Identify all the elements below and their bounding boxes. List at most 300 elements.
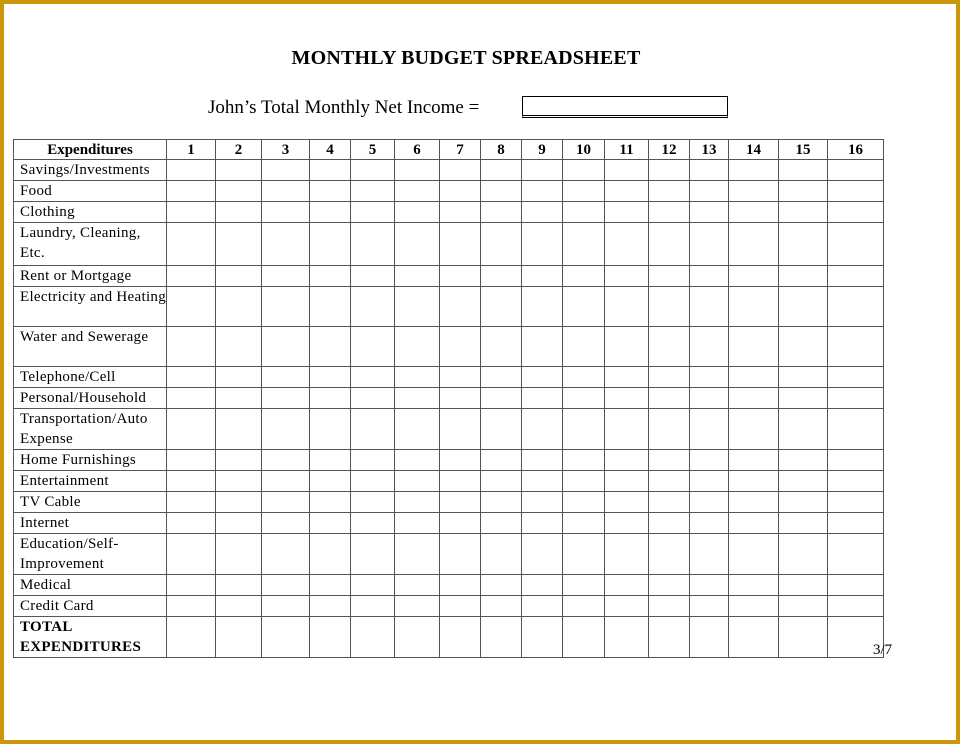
- budget-cell[interactable]: [481, 596, 522, 617]
- budget-cell[interactable]: [310, 409, 351, 450]
- budget-cell[interactable]: [216, 471, 262, 492]
- budget-cell[interactable]: [167, 160, 216, 181]
- budget-cell[interactable]: [563, 287, 605, 327]
- budget-cell[interactable]: [522, 388, 563, 409]
- budget-cell[interactable]: [310, 492, 351, 513]
- budget-cell[interactable]: [351, 202, 395, 223]
- budget-cell[interactable]: [167, 181, 216, 202]
- budget-cell[interactable]: [563, 492, 605, 513]
- budget-cell[interactable]: [440, 450, 481, 471]
- budget-cell[interactable]: [605, 513, 649, 534]
- budget-cell[interactable]: [563, 202, 605, 223]
- budget-cell[interactable]: [262, 367, 310, 388]
- budget-cell[interactable]: [690, 513, 729, 534]
- budget-cell[interactable]: [690, 223, 729, 266]
- budget-cell[interactable]: [649, 513, 690, 534]
- row-label: Electricity and Heating: [14, 287, 167, 327]
- budget-cell[interactable]: [828, 287, 884, 327]
- budget-cell[interactable]: [262, 160, 310, 181]
- budget-cell[interactable]: [351, 513, 395, 534]
- budget-cell[interactable]: [216, 367, 262, 388]
- budget-cell[interactable]: [262, 327, 310, 367]
- budget-cell[interactable]: [729, 327, 779, 367]
- budget-cell[interactable]: [690, 534, 729, 575]
- budget-cell[interactable]: [779, 450, 828, 471]
- budget-cell[interactable]: [779, 181, 828, 202]
- budget-cell[interactable]: [779, 287, 828, 327]
- budget-cell[interactable]: [481, 575, 522, 596]
- budget-cell[interactable]: [563, 575, 605, 596]
- budget-cell[interactable]: [262, 287, 310, 327]
- budget-cell[interactable]: [216, 492, 262, 513]
- budget-cell[interactable]: [729, 575, 779, 596]
- budget-cell[interactable]: [216, 223, 262, 266]
- budget-cell[interactable]: [440, 266, 481, 287]
- budget-cell[interactable]: [310, 327, 351, 367]
- budget-cell[interactable]: [522, 534, 563, 575]
- budget-cell[interactable]: [605, 388, 649, 409]
- budget-cell[interactable]: [563, 513, 605, 534]
- budget-cell[interactable]: [167, 367, 216, 388]
- budget-cell[interactable]: [605, 596, 649, 617]
- budget-cell[interactable]: [649, 202, 690, 223]
- budget-cell[interactable]: [605, 575, 649, 596]
- table-row: [14, 450, 884, 471]
- budget-cell[interactable]: [828, 160, 884, 181]
- budget-cell[interactable]: [779, 534, 828, 575]
- budget-cell[interactable]: [262, 534, 310, 575]
- budget-cell[interactable]: [690, 388, 729, 409]
- budget-cell[interactable]: [481, 450, 522, 471]
- budget-cell[interactable]: [310, 181, 351, 202]
- budget-cell[interactable]: [729, 596, 779, 617]
- budget-cell[interactable]: [395, 223, 440, 266]
- budget-cell[interactable]: [605, 160, 649, 181]
- budget-cell[interactable]: [729, 181, 779, 202]
- budget-cell[interactable]: [167, 471, 216, 492]
- budget-cell[interactable]: [522, 409, 563, 450]
- budget-cell[interactable]: [690, 327, 729, 367]
- budget-cell[interactable]: [828, 409, 884, 450]
- budget-cell[interactable]: [262, 223, 310, 266]
- budget-cell[interactable]: [351, 471, 395, 492]
- budget-cell[interactable]: [649, 181, 690, 202]
- budget-cell[interactable]: [351, 575, 395, 596]
- budget-cell[interactable]: [481, 471, 522, 492]
- budget-cell[interactable]: [522, 223, 563, 266]
- budget-cell[interactable]: [779, 409, 828, 450]
- budget-cell[interactable]: [167, 492, 216, 513]
- budget-cell[interactable]: [649, 617, 690, 658]
- budget-cell[interactable]: [310, 160, 351, 181]
- budget-cell[interactable]: [440, 367, 481, 388]
- budget-cell[interactable]: [563, 534, 605, 575]
- budget-cell[interactable]: [395, 534, 440, 575]
- budget-cell[interactable]: [216, 450, 262, 471]
- budget-cell[interactable]: [440, 181, 481, 202]
- budget-cell[interactable]: [310, 450, 351, 471]
- budget-cell[interactable]: [167, 596, 216, 617]
- budget-cell[interactable]: [729, 223, 779, 266]
- budget-cell[interactable]: [440, 471, 481, 492]
- budget-cell[interactable]: [522, 266, 563, 287]
- budget-cell[interactable]: [395, 266, 440, 287]
- budget-cell[interactable]: [563, 160, 605, 181]
- budget-cell[interactable]: [216, 287, 262, 327]
- budget-cell[interactable]: [395, 575, 440, 596]
- budget-cell[interactable]: [649, 450, 690, 471]
- budget-cell[interactable]: [522, 575, 563, 596]
- budget-cell[interactable]: [440, 287, 481, 327]
- budget-cell[interactable]: [310, 513, 351, 534]
- budget-cell[interactable]: [216, 266, 262, 287]
- table-row: [14, 575, 884, 596]
- budget-cell[interactable]: [779, 266, 828, 287]
- budget-cell[interactable]: [310, 534, 351, 575]
- budget-cell[interactable]: [310, 471, 351, 492]
- budget-cell[interactable]: [828, 202, 884, 223]
- budget-cell[interactable]: [522, 287, 563, 327]
- budget-cell[interactable]: [828, 492, 884, 513]
- budget-cell[interactable]: [828, 223, 884, 266]
- budget-cell[interactable]: [522, 181, 563, 202]
- budget-cell[interactable]: [351, 327, 395, 367]
- budget-cell[interactable]: [729, 202, 779, 223]
- budget-cell[interactable]: [440, 596, 481, 617]
- budget-cell[interactable]: [440, 492, 481, 513]
- table-row: [14, 266, 884, 287]
- budget-cell[interactable]: [440, 327, 481, 367]
- budget-cell[interactable]: [779, 223, 828, 266]
- budget-cell[interactable]: [351, 450, 395, 471]
- budget-cell[interactable]: [828, 266, 884, 287]
- budget-cell[interactable]: [690, 471, 729, 492]
- budget-cell[interactable]: [828, 181, 884, 202]
- budget-cell[interactable]: [351, 367, 395, 388]
- budget-cell[interactable]: [522, 617, 563, 658]
- budget-cell[interactable]: [440, 223, 481, 266]
- budget-cell[interactable]: [729, 617, 779, 658]
- budget-cell[interactable]: [481, 160, 522, 181]
- budget-cell[interactable]: [440, 534, 481, 575]
- budget-cell[interactable]: [563, 367, 605, 388]
- budget-cell[interactable]: [729, 450, 779, 471]
- page-title: MONTHLY BUDGET SPREADSHEET: [291, 47, 641, 69]
- budget-cell[interactable]: [563, 223, 605, 266]
- budget-cell[interactable]: [690, 181, 729, 202]
- budget-cell[interactable]: [828, 575, 884, 596]
- budget-cell[interactable]: [167, 327, 216, 367]
- budget-cell[interactable]: [563, 327, 605, 367]
- budget-cell[interactable]: [167, 409, 216, 450]
- budget-cell[interactable]: [729, 266, 779, 287]
- budget-cell[interactable]: [262, 266, 310, 287]
- budget-cell[interactable]: [262, 617, 310, 658]
- budget-cell[interactable]: [481, 202, 522, 223]
- budget-cell[interactable]: [481, 287, 522, 327]
- budget-cell[interactable]: [351, 266, 395, 287]
- budget-cell[interactable]: [395, 450, 440, 471]
- budget-cell[interactable]: [481, 181, 522, 202]
- budget-cell[interactable]: [649, 492, 690, 513]
- budget-cell[interactable]: [216, 160, 262, 181]
- budget-cell[interactable]: [351, 181, 395, 202]
- budget-cell[interactable]: [690, 596, 729, 617]
- budget-cell[interactable]: [828, 596, 884, 617]
- budget-cell[interactable]: [310, 388, 351, 409]
- budget-cell[interactable]: [522, 327, 563, 367]
- budget-cell[interactable]: [690, 617, 729, 658]
- budget-cell[interactable]: [605, 181, 649, 202]
- budget-cell[interactable]: [649, 409, 690, 450]
- budget-cell[interactable]: [690, 367, 729, 388]
- budget-cell[interactable]: [440, 617, 481, 658]
- budget-cell[interactable]: [605, 450, 649, 471]
- budget-cell[interactable]: [522, 367, 563, 388]
- budget-cell[interactable]: [395, 596, 440, 617]
- budget-cell[interactable]: [690, 160, 729, 181]
- income-label: John’s Total Monthly Net Income =: [208, 97, 480, 118]
- budget-cell[interactable]: [262, 181, 310, 202]
- budget-cell[interactable]: [729, 367, 779, 388]
- budget-cell[interactable]: [729, 287, 779, 327]
- budget-cell[interactable]: [605, 367, 649, 388]
- budget-cell[interactable]: [262, 202, 310, 223]
- budget-cell[interactable]: [310, 287, 351, 327]
- budget-cell[interactable]: [440, 409, 481, 450]
- budget-cell[interactable]: [828, 513, 884, 534]
- budget-cell[interactable]: [563, 409, 605, 450]
- budget-cell[interactable]: [729, 160, 779, 181]
- budget-cell[interactable]: [440, 202, 481, 223]
- budget-cell[interactable]: [605, 202, 649, 223]
- budget-cell[interactable]: [310, 575, 351, 596]
- budget-cell[interactable]: [310, 223, 351, 266]
- budget-cell[interactable]: [779, 513, 828, 534]
- budget-cell[interactable]: [828, 327, 884, 367]
- budget-cell[interactable]: [522, 450, 563, 471]
- budget-cell[interactable]: [779, 492, 828, 513]
- budget-cell[interactable]: [395, 367, 440, 388]
- budget-cell[interactable]: [167, 617, 216, 658]
- budget-cell[interactable]: [729, 513, 779, 534]
- budget-cell[interactable]: [216, 181, 262, 202]
- budget-cell[interactable]: [167, 513, 216, 534]
- budget-cell[interactable]: [729, 492, 779, 513]
- budget-cell[interactable]: [262, 409, 310, 450]
- budget-cell[interactable]: [395, 617, 440, 658]
- budget-cell[interactable]: [481, 617, 522, 658]
- budget-cell[interactable]: [351, 388, 395, 409]
- budget-cell[interactable]: [481, 367, 522, 388]
- budget-cell[interactable]: [779, 596, 828, 617]
- budget-cell[interactable]: [690, 450, 729, 471]
- budget-cell[interactable]: [563, 450, 605, 471]
- budget-cell[interactable]: [262, 513, 310, 534]
- budget-cell[interactable]: [481, 266, 522, 287]
- budget-cell[interactable]: [440, 513, 481, 534]
- budget-cell[interactable]: [563, 181, 605, 202]
- budget-cell[interactable]: [262, 450, 310, 471]
- budget-cell[interactable]: [690, 266, 729, 287]
- budget-cell[interactable]: [779, 388, 828, 409]
- table-header-row: [14, 140, 884, 160]
- budget-cell[interactable]: [310, 596, 351, 617]
- budget-cell[interactable]: [649, 575, 690, 596]
- budget-cell[interactable]: [440, 160, 481, 181]
- budget-cell[interactable]: [605, 223, 649, 266]
- budget-cell[interactable]: [605, 617, 649, 658]
- budget-cell[interactable]: [395, 202, 440, 223]
- budget-cell[interactable]: [310, 617, 351, 658]
- budget-cell[interactable]: [729, 534, 779, 575]
- budget-cell[interactable]: [351, 534, 395, 575]
- budget-cell[interactable]: [395, 471, 440, 492]
- budget-cell[interactable]: [563, 266, 605, 287]
- budget-cell[interactable]: [481, 327, 522, 367]
- budget-cell[interactable]: [310, 202, 351, 223]
- budget-cell[interactable]: [395, 409, 440, 450]
- budget-cell[interactable]: [167, 575, 216, 596]
- budget-cell[interactable]: [828, 534, 884, 575]
- budget-cell[interactable]: [216, 575, 262, 596]
- budget-cell[interactable]: [351, 617, 395, 658]
- budget-cell[interactable]: [779, 575, 828, 596]
- budget-cell[interactable]: [828, 367, 884, 388]
- budget-cell[interactable]: [649, 388, 690, 409]
- budget-cell[interactable]: [351, 492, 395, 513]
- budget-cell[interactable]: [351, 287, 395, 327]
- budget-cell[interactable]: [690, 202, 729, 223]
- budget-cell[interactable]: [440, 575, 481, 596]
- budget-cell[interactable]: [779, 327, 828, 367]
- budget-cell[interactable]: [395, 181, 440, 202]
- budget-cell[interactable]: [779, 471, 828, 492]
- budget-cell[interactable]: [481, 223, 522, 266]
- budget-cell[interactable]: [828, 450, 884, 471]
- budget-cell[interactable]: [167, 202, 216, 223]
- budget-cell[interactable]: [649, 287, 690, 327]
- budget-cell[interactable]: [563, 617, 605, 658]
- budget-cell[interactable]: [167, 450, 216, 471]
- budget-cell[interactable]: [167, 223, 216, 266]
- budget-cell[interactable]: [828, 471, 884, 492]
- budget-cell[interactable]: [481, 513, 522, 534]
- budget-cell[interactable]: [828, 388, 884, 409]
- budget-cell[interactable]: [729, 471, 779, 492]
- budget-cell[interactable]: [262, 596, 310, 617]
- budget-cell[interactable]: [395, 287, 440, 327]
- budget-cell[interactable]: [563, 388, 605, 409]
- budget-cell[interactable]: [262, 471, 310, 492]
- budget-cell[interactable]: [216, 534, 262, 575]
- budget-cell[interactable]: [563, 471, 605, 492]
- budget-cell[interactable]: [690, 492, 729, 513]
- budget-cell[interactable]: [522, 202, 563, 223]
- budget-cell[interactable]: [262, 492, 310, 513]
- budget-cell[interactable]: [649, 596, 690, 617]
- budget-cell[interactable]: [351, 160, 395, 181]
- budget-cell[interactable]: [167, 287, 216, 327]
- budget-cell[interactable]: [216, 513, 262, 534]
- budget-cell[interactable]: [440, 388, 481, 409]
- budget-cell[interactable]: [351, 596, 395, 617]
- budget-cell[interactable]: [310, 266, 351, 287]
- budget-cell[interactable]: [649, 534, 690, 575]
- budget-cell[interactable]: [690, 409, 729, 450]
- budget-cell[interactable]: [481, 492, 522, 513]
- budget-cell[interactable]: [395, 160, 440, 181]
- budget-cell[interactable]: [649, 266, 690, 287]
- column-header-16: 16: [828, 140, 884, 160]
- budget-cell[interactable]: [216, 388, 262, 409]
- budget-cell[interactable]: [167, 266, 216, 287]
- budget-cell[interactable]: [649, 223, 690, 266]
- budget-cell[interactable]: [649, 471, 690, 492]
- row-label: Clothing: [14, 202, 167, 223]
- budget-cell[interactable]: [481, 534, 522, 575]
- budget-cell[interactable]: [522, 492, 563, 513]
- budget-cell[interactable]: [649, 367, 690, 388]
- row-label: Entertainment: [14, 471, 167, 492]
- income-input-box[interactable]: [522, 96, 728, 118]
- budget-cell[interactable]: [216, 409, 262, 450]
- budget-cell[interactable]: [605, 327, 649, 367]
- budget-cell[interactable]: [216, 202, 262, 223]
- budget-cell[interactable]: [522, 513, 563, 534]
- budget-cell[interactable]: [605, 287, 649, 327]
- budget-cell[interactable]: [481, 409, 522, 450]
- budget-cell[interactable]: [690, 575, 729, 596]
- budget-cell[interactable]: [605, 534, 649, 575]
- budget-cell[interactable]: [779, 160, 828, 181]
- budget-cell[interactable]: [522, 160, 563, 181]
- budget-cell[interactable]: [729, 409, 779, 450]
- budget-cell[interactable]: [395, 513, 440, 534]
- budget-cell[interactable]: [649, 327, 690, 367]
- budget-cell[interactable]: [395, 388, 440, 409]
- budget-cell[interactable]: [216, 327, 262, 367]
- budget-cell[interactable]: [779, 202, 828, 223]
- budget-cell[interactable]: [262, 575, 310, 596]
- budget-cell[interactable]: [167, 534, 216, 575]
- budget-cell[interactable]: [216, 596, 262, 617]
- budget-cell[interactable]: [522, 596, 563, 617]
- budget-cell[interactable]: [605, 471, 649, 492]
- budget-cell[interactable]: [649, 160, 690, 181]
- budget-cell[interactable]: [522, 471, 563, 492]
- budget-cell[interactable]: [779, 617, 828, 658]
- budget-cell[interactable]: [351, 223, 395, 266]
- budget-cell[interactable]: [351, 409, 395, 450]
- budget-cell[interactable]: [310, 367, 351, 388]
- row-label: TV Cable: [14, 492, 167, 513]
- budget-cell[interactable]: [216, 617, 262, 658]
- budget-cell[interactable]: [605, 266, 649, 287]
- budget-cell[interactable]: [779, 367, 828, 388]
- budget-cell[interactable]: [481, 388, 522, 409]
- budget-cell[interactable]: [395, 492, 440, 513]
- budget-cell[interactable]: [605, 409, 649, 450]
- budget-cell[interactable]: [690, 287, 729, 327]
- budget-cell[interactable]: [605, 492, 649, 513]
- budget-cell[interactable]: [563, 596, 605, 617]
- budget-cell[interactable]: [262, 388, 310, 409]
- budget-cell[interactable]: [395, 327, 440, 367]
- row-label: Education/Self-Improvement: [14, 534, 167, 575]
- budget-cell[interactable]: [729, 388, 779, 409]
- budget-cell[interactable]: [167, 388, 216, 409]
